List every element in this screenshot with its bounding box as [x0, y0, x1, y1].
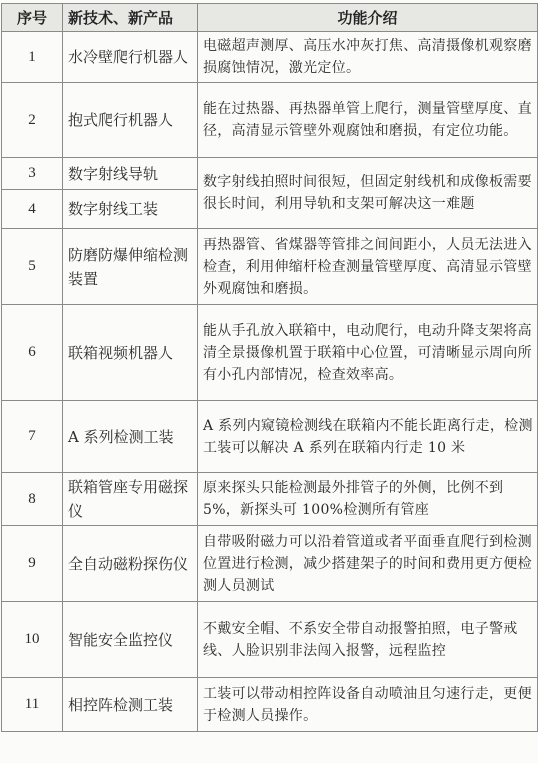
row-index: 5	[2, 229, 63, 305]
row-name: 联箱视频机器人	[63, 305, 198, 401]
table-row	[2, 678, 538, 732]
table-row	[2, 305, 538, 401]
row-index: 11	[2, 678, 63, 732]
row-description: 数字射线拍照时间很短，但固定射线机和成像板需要很长时间，利用导轨和支架可解决这一难题	[198, 158, 538, 229]
row-description: 电磁超声测厚、高压水冲灰打焦、高清摄像机观察磨损腐蚀情况，激光定位。	[198, 32, 538, 83]
row-description: A 系列内窥镜检测线在联箱内不能长距离行走，检测工装可以解决 A 系列在联箱内行走 10 米	[198, 401, 538, 473]
table-row	[2, 229, 538, 305]
row-name: 数字射线工装	[63, 190, 198, 229]
table-row	[2, 158, 538, 190]
row-name: 数字射线导轨	[63, 158, 198, 190]
tech-product-table	[1, 3, 538, 732]
row-index: 6	[2, 305, 63, 401]
row-name: 防磨防爆伸缩检测装置	[63, 229, 198, 305]
row-name: 全自动磁粉探伤仪	[63, 526, 198, 602]
row-description: 工装可以带动相控阵设备自动喷油且匀速行走，更便于检测人员操作。	[198, 678, 538, 732]
row-index: 2	[2, 83, 63, 158]
row-name: 相控阵检测工装	[63, 678, 198, 732]
table-header-row	[2, 4, 538, 32]
row-index: 4	[2, 190, 63, 229]
row-name: 联箱管座专用磁探仪	[63, 473, 198, 526]
row-description: 不戴安全帽、不系安全带自动报警拍照，电子警戒线、人脸识别非法闯入报警，远程监控	[198, 602, 538, 678]
row-description: 自带吸附磁力可以沿着管道或者平面垂直爬行到检测位置进行检测，减少搭建架子的时间和费用更方便检测人员测试	[198, 526, 538, 602]
table-row	[2, 83, 538, 158]
row-description: 再热器管、省煤器等管排之间间距小，人员无法进入检查，利用伸缩杆检查测量管壁厚度、高清显示管壁外观腐蚀和磨损。	[198, 229, 538, 305]
row-index: 9	[2, 526, 63, 602]
row-index: 7	[2, 401, 63, 473]
table-row	[2, 526, 538, 602]
row-name: 水冷壁爬行机器人	[63, 32, 198, 83]
row-index: 1	[2, 32, 63, 83]
row-index: 3	[2, 158, 63, 190]
table-row	[2, 473, 538, 526]
row-description: 原来探头只能检测最外排管子的外侧，比例不到 5%，新探头可 100%检测所有管座	[198, 473, 538, 526]
row-description: 能从手孔放入联箱中，电动爬行，电动升降支架将高清全景摄像机置于联箱中心位置，可清晰显示周向所有小孔内部情况，检查效率高。	[198, 305, 538, 401]
row-index: 8	[2, 473, 63, 526]
header-name: 新技术、新产品	[63, 4, 198, 32]
table-row	[2, 401, 538, 473]
header-index: 序号	[2, 4, 63, 32]
row-name: 智能安全监控仪	[63, 602, 198, 678]
table-row	[2, 32, 538, 83]
header-description: 功能介绍	[198, 4, 538, 32]
row-description: 能在过热器、再热器单管上爬行，测量管壁厚度、直径，高清显示管壁外观腐蚀和磨损，有定位功能。	[198, 83, 538, 158]
row-name: 抱式爬行机器人	[63, 83, 198, 158]
table-row	[2, 602, 538, 678]
row-name: A 系列检测工装	[63, 401, 198, 473]
row-index: 10	[2, 602, 63, 678]
